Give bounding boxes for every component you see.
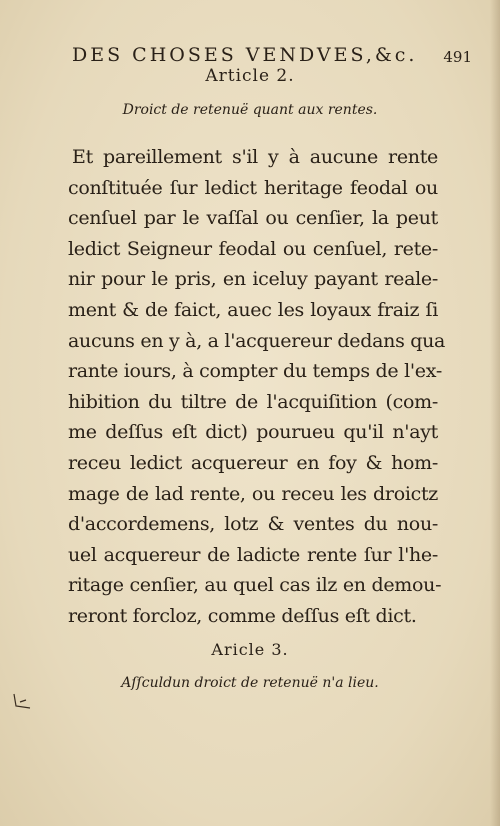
ink-mark xyxy=(12,690,48,710)
running-title: DES CHOSES VENDVES,&c. xyxy=(72,44,418,66)
text-line: d'accordemens, lotz & ventes du nou- xyxy=(68,513,438,536)
text-line: conſtituée ſur ledict heritage feodal ou xyxy=(68,176,438,199)
text-line: ritage cenſier, au quel cas ilz en demou- xyxy=(68,574,442,597)
text-line: aucuns en y à, a l'acquereur dedans qua xyxy=(68,329,446,352)
body-paragraph xyxy=(68,142,446,632)
text-line: reront forcloz, comme deſſus eſt dict. xyxy=(68,604,417,627)
next-article-number: Aricle 3. xyxy=(211,640,289,659)
text-line: cenſuel par le vaſſal ou cenſier, la peut xyxy=(68,207,438,230)
text-line: ledict Seigneur feodal ou cenſuel, rete- xyxy=(68,237,438,260)
running-head xyxy=(0,44,500,68)
text-line: Et pareillement s'il y à aucune rente xyxy=(72,146,438,168)
text-line: hibition du tiltre de l'acquiſition (com- xyxy=(68,390,438,413)
text-line: receu ledict acquereur en foy & hom- xyxy=(68,451,438,474)
page-number: 491 xyxy=(443,48,472,66)
next-section-heading: Aſſculdun droict de retenuë n'a lieu. xyxy=(121,675,379,691)
text-line: uel acquereur de ladicte rente ſur l'he- xyxy=(68,543,438,566)
text-line: rante iours, à compter du temps de l'ex- xyxy=(68,360,442,383)
text-line: ment & de faict, auec les loyaux fraiz ſi xyxy=(68,298,438,321)
page-edge-shadow xyxy=(490,0,500,826)
section-heading: Droict de retenuë quant aux rentes. xyxy=(122,102,378,118)
text-line: me deſſus eſt dict) pourueu qu'il n'ayt xyxy=(68,421,438,444)
text-line: mage de lad rente, ou receu les droictz xyxy=(68,482,438,505)
text-line: nir pour le pris, en iceluy payant reale- xyxy=(68,268,438,291)
article-number: Article 2. xyxy=(205,66,295,86)
